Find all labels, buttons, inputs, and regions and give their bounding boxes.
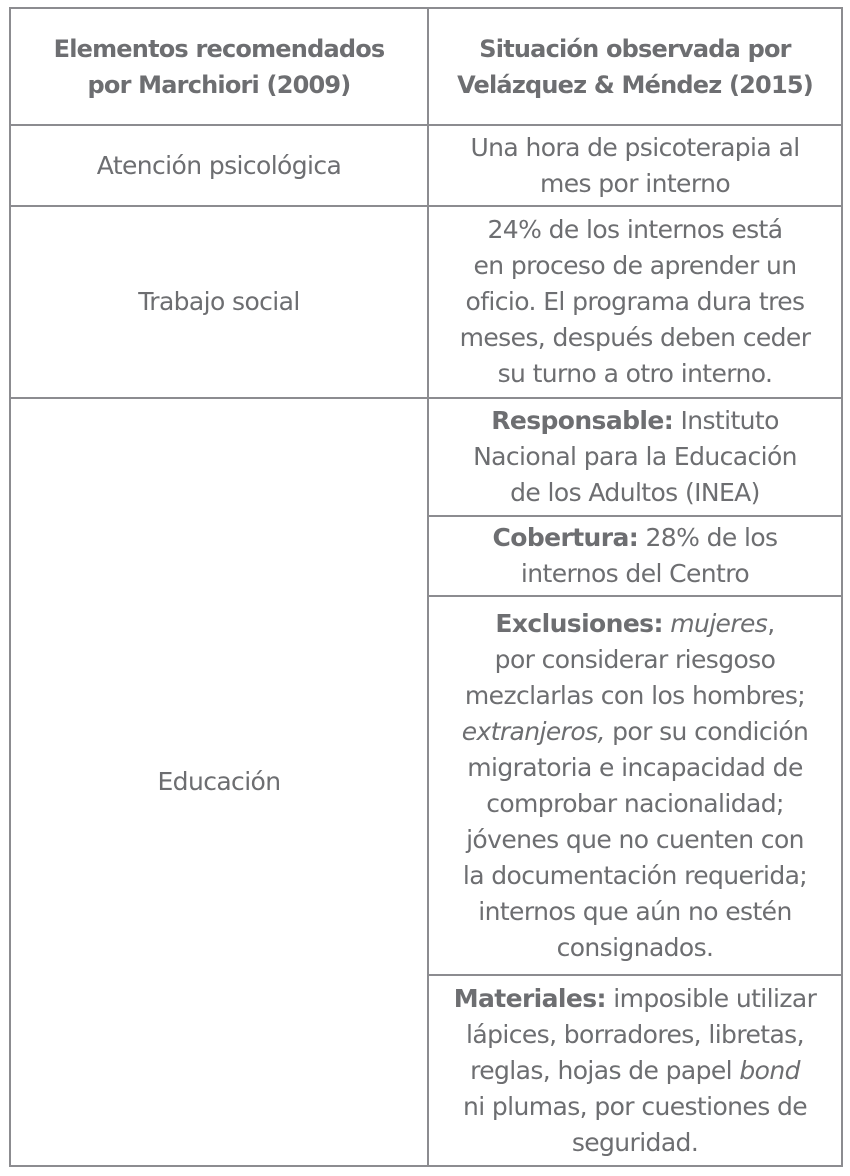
observed-line: en proceso de aprender un — [473, 251, 797, 280]
observed-line — [462, 714, 809, 750]
observed-line — [454, 981, 817, 1017]
header-line: por Marchiori (2009) — [87, 70, 351, 99]
row-element-cell — [11, 399, 427, 1165]
observed-line: 24% de los internos está — [487, 215, 783, 244]
observed-line: internos del Centro — [520, 559, 750, 588]
subcell-cobertura — [429, 517, 841, 595]
italic-term: extranjeros, — [461, 716, 605, 746]
observed-line: comprobar nacionalidad; — [486, 788, 784, 818]
row-observed-cell — [429, 126, 841, 205]
observed-line: de los Adultos (INEA) — [510, 478, 760, 507]
header-situacion — [429, 9, 841, 124]
observed-line: Nacional para la Educación — [473, 442, 797, 471]
observed-line: ni plumas, por cuestiones de — [462, 1091, 808, 1121]
observed-line: mezclarlas con los hombres; — [464, 680, 806, 710]
subcell-label: Cobertura: — [492, 523, 639, 552]
subcell-label: Exclusiones: — [495, 608, 663, 638]
observed-line — [470, 1053, 800, 1089]
observed-line: su turno a otro interno. — [497, 359, 773, 388]
comparison-table — [9, 7, 843, 1167]
subcell-label: Responsable: — [491, 406, 674, 435]
element-label: Educación — [157, 767, 281, 796]
subcell-text: reglas, hojas de papel — [470, 1055, 740, 1085]
observed-line — [495, 606, 774, 642]
subcell-text: , — [767, 608, 775, 638]
observed-line: Una hora de psicoterapia al — [470, 132, 800, 162]
row-element-cell — [11, 207, 427, 397]
element-label: Atención psicológica — [96, 150, 342, 180]
element-label: Trabajo social — [138, 287, 300, 316]
observed-line: internos que aún no estén — [478, 896, 792, 926]
subcell-materiales — [429, 976, 841, 1165]
subcell-text: por su condición — [604, 716, 809, 746]
subcell-text: 28% de los — [638, 523, 778, 552]
header-line: Situación observada por — [479, 34, 791, 63]
header-line: Velázquez & Méndez (2015) — [457, 70, 813, 99]
italic-term: bond — [739, 1055, 800, 1085]
observed-line: meses, después deben ceder — [459, 323, 811, 352]
observed-line: seguridad. — [571, 1127, 699, 1157]
observed-line: consignados. — [556, 932, 714, 962]
row-element-cell — [11, 126, 427, 205]
observed-line: migratoria e incapacidad de — [467, 752, 803, 782]
observed-line — [491, 403, 779, 439]
subcell-exclusiones — [429, 597, 841, 974]
observed-line: oficio. El programa dura tres — [465, 287, 805, 316]
observed-line — [493, 520, 778, 556]
row-observed-cell — [429, 207, 841, 397]
italic-term: mujeres — [670, 608, 768, 638]
subcell-text: Instituto — [673, 406, 779, 435]
observed-line: mes por interno — [539, 168, 731, 198]
observed-line: la documentación requerida; — [462, 860, 808, 890]
subcell-text: imposible utilizar — [605, 983, 817, 1013]
subcell-responsable — [429, 399, 841, 515]
observed-line: jóvenes que no cuenten con — [466, 824, 804, 854]
observed-line: por considerar riesgoso — [494, 644, 776, 674]
header-elementos — [11, 9, 427, 124]
subcell-label: Materiales: — [453, 983, 606, 1013]
observed-line: lápices, borradores, libretas, — [466, 1019, 804, 1049]
header-line: Elementos recomendados — [53, 34, 385, 63]
